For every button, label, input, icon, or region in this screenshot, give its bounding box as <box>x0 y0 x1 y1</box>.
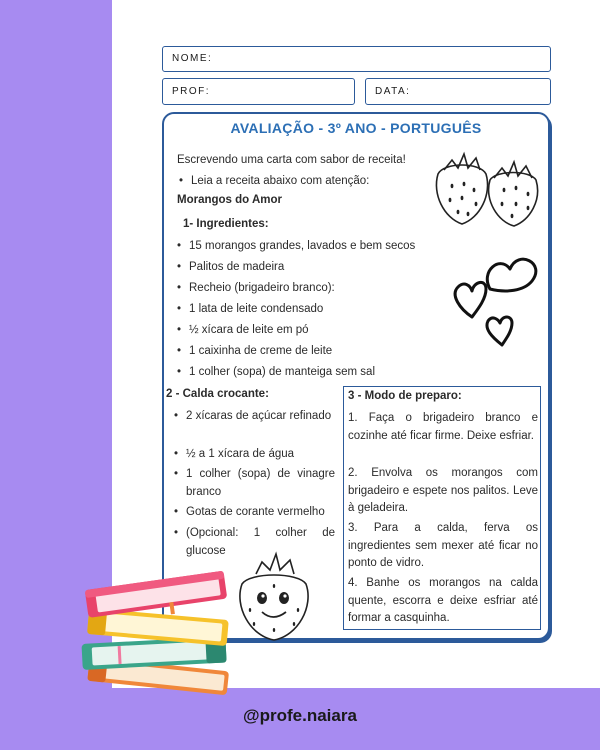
ingredient-item: • Recheio (brigadeiro branco): <box>189 282 335 294</box>
ingredient-item: • 15 morangos grandes, lavados e bem secos <box>189 240 415 252</box>
nome-label: NOME: <box>172 53 213 64</box>
ingredient-item: • ½ xícara de leite em pó <box>189 324 309 336</box>
nome-field[interactable] <box>162 46 551 72</box>
modo-heading: 3 - Modo de preparo: <box>348 390 462 402</box>
ingredient-item: • 1 lata de leite condensado <box>189 303 323 315</box>
calda-item: • 1 colher (sopa) de vinagre branco <box>186 466 335 501</box>
intro-text: Escrevendo uma carta com sabor de receita! <box>177 154 406 166</box>
data-label: DATA: <box>375 86 411 97</box>
modo-step: 1. Faça o brigadeiro branco e cozinhe até ficar firme. Deixe esfriar. <box>348 412 538 442</box>
ingredient-item: • 1 caixinha de creme de leite <box>189 345 332 357</box>
prof-label: PROF: <box>172 86 211 97</box>
strawberries-illustration <box>430 144 545 229</box>
recipe-title: Morangos do Amor <box>177 194 282 206</box>
data-field[interactable] <box>365 78 551 105</box>
author-handle: @profe.naiara <box>243 706 357 725</box>
instruction-text: • Leia a receita abaixo com atenção: <box>191 175 369 187</box>
modo-step: 2. Envolva os morangos com brigadeiro e espete nos palitos. Leve à geladeira. <box>348 467 538 514</box>
modo-step: 3. Para a calda, ferva os ingredientes sem mexer até ficar no ponto de vidro. <box>348 522 538 569</box>
calda-item: • 2 xícaras de açúcar refinado <box>186 408 335 426</box>
page-title: AVALIAÇÃO - 3º ANO - PORTUGUÊS <box>230 120 482 136</box>
calda-item: • Gotas de corante vermelho <box>186 504 335 522</box>
hearts-doodle <box>450 245 545 355</box>
calda-heading: 2 - Calda crocante: <box>166 388 269 400</box>
calda-item: • (Opcional: 1 colher de glucose <box>186 525 335 560</box>
ingredient-item: • 1 colher (sopa) de manteiga sem sal <box>189 366 375 378</box>
calda-item: • ½ a 1 xícara de água <box>186 446 335 464</box>
smiling-strawberry-illustration <box>232 548 317 644</box>
ingredients-heading: 1- Ingredientes: <box>183 218 269 230</box>
prof-field[interactable] <box>162 78 355 105</box>
modo-step: 4. Banhe os morangos na calda quente, escorra e deixe esfriar até formar a casquinha. <box>348 577 538 624</box>
books-stack-illustration <box>78 560 238 710</box>
ingredient-item: • Palitos de madeira <box>189 261 284 273</box>
